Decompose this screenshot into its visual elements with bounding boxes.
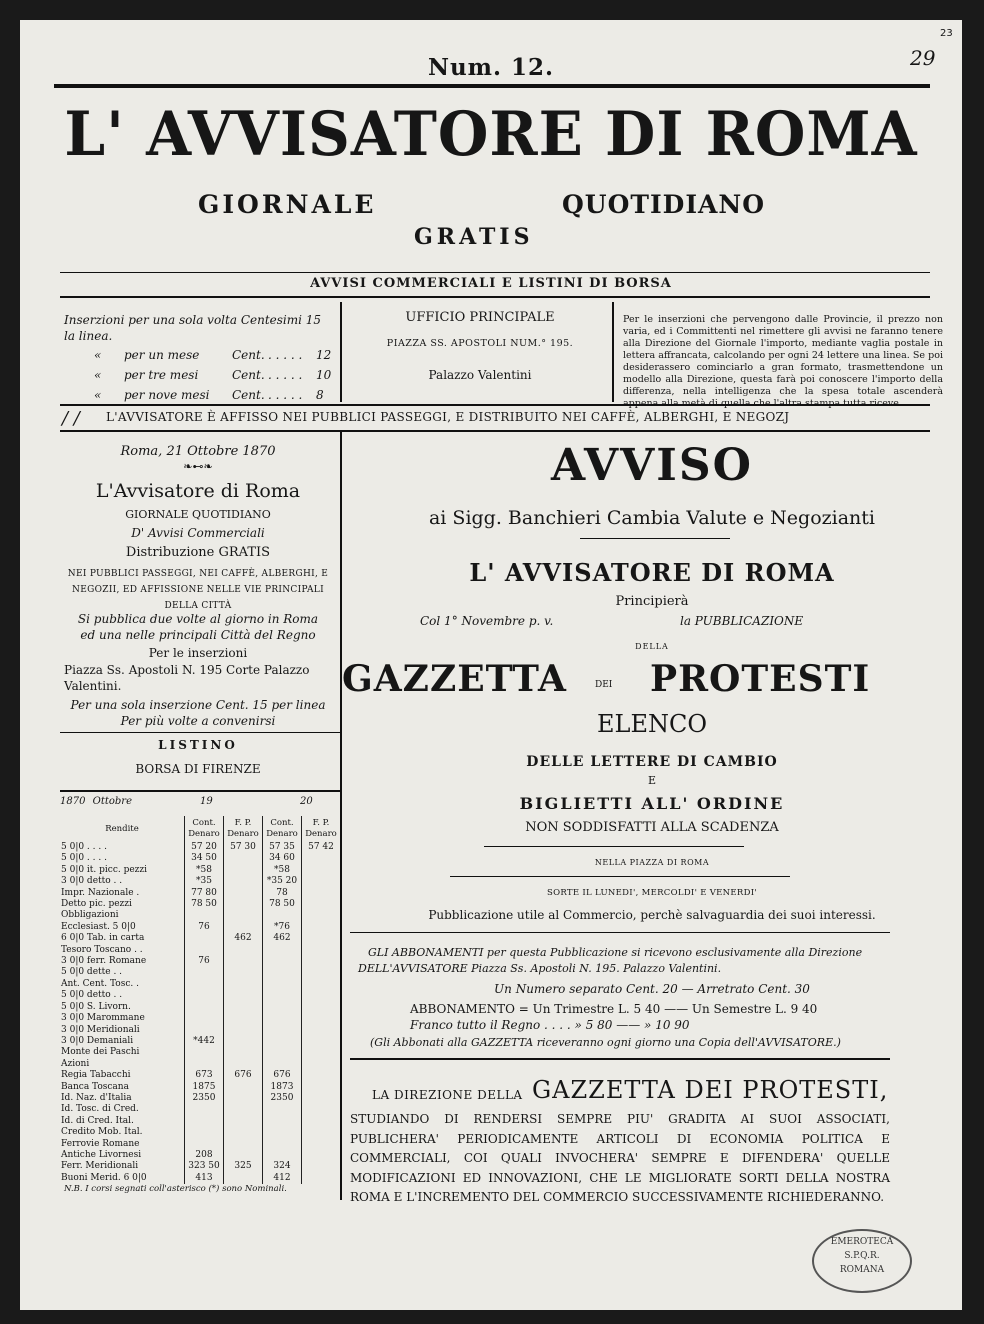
gazzetta-right: PROTESTI	[650, 658, 871, 700]
masthead-title: L' AVVISATORE DI ROMA	[64, 98, 918, 170]
listino-value	[224, 1139, 263, 1150]
listino-value	[302, 956, 341, 967]
listino-value	[302, 1002, 341, 1013]
listino-row	[60, 1070, 340, 1081]
listino-security: 3 0|0 Demaniali	[61, 1035, 134, 1046]
listino-value	[302, 1059, 341, 1070]
listino-security: 5 0|0 . . . .	[61, 853, 107, 864]
la-pubblicazione: la PUBBLICAZIONE	[680, 614, 804, 628]
listino-security: Buoni Merid. 6 0|0	[61, 1172, 147, 1183]
listino-dates	[60, 796, 340, 807]
listino-value	[263, 979, 302, 990]
rule-subhead-top	[60, 272, 930, 273]
listino-value	[185, 990, 224, 1001]
listino-value	[263, 956, 302, 967]
listino-value: 676	[263, 1070, 302, 1081]
listino-value	[263, 1036, 302, 1047]
listino-row	[60, 842, 340, 853]
provinces-note: Per le inserzioni che pervengono dalle Provincie, il prezzo non varia, ed i Committenti nel rimettere gli avvisi ne faranno tenere alla Direzione del Giornale l'importo, mediante vaglia postale in lettera affrancata, calcolando per ogni 24 lettere una linea. Se poi desiderassero cominciarlo a gran formato, trasmettendone un modello alla Direzione, questa farà poi conoscere l'importo della differenza, nella intelligenza che la spesa totale ascenderà	[623, 314, 943, 397]
listino-value	[302, 933, 341, 944]
rule-short-3	[450, 876, 790, 877]
listino-value	[263, 1059, 302, 1070]
listino-value	[185, 1047, 224, 1058]
listino-value	[224, 853, 263, 864]
listino-value	[302, 967, 341, 978]
listino-value: *76	[263, 922, 302, 933]
listino-value	[224, 1002, 263, 1013]
listino-value: 673	[185, 1070, 224, 1081]
listino-row	[60, 1059, 340, 1070]
closing-paragraph: STUDIANDO DI RENDERSI SEMPRE PIU' GRADITA AI SUOI ASSOCIATI, PUBLICHERA' PERIODICAMENTE ARTICOLI DI ECONOMIA POLITICA E COMMERCIALI, COI QUALI INVOCHERA' SEMPRE E DIFENDERA' QUELLE MODIFICAZIONI ED INNOVAZIONI, CHE LE MIGLIORATE SORTI DELLA NOSTRA ROMA E L'INCREMENTO DEL COMMERCIO SUCCESSIVAMENTE RICHIEDERANNO.	[350, 1112, 890, 1204]
listino-row	[60, 1139, 340, 1150]
listino-value	[302, 1161, 341, 1172]
listino-row	[60, 1116, 340, 1127]
listino-security: Id. di Cred. Ital.	[61, 1115, 134, 1126]
col-fp-1: F. P. Denaro	[224, 816, 263, 842]
listino-value	[185, 1127, 224, 1138]
listino-security: Regia Tabacchi	[61, 1070, 131, 1081]
listino-value: 2350	[185, 1093, 224, 1104]
office-title: UFFICIO PRINCIPALE	[405, 310, 555, 325]
listino-value	[224, 945, 263, 956]
insertion-dots: . . . . .	[268, 388, 303, 402]
listino-value	[185, 1002, 224, 1013]
listino-security: Ferr. Meridionali	[61, 1161, 139, 1172]
listino-value	[302, 899, 341, 910]
biglietti-all-ordine: BIGLIETTI ALL' ORDINE	[519, 794, 785, 813]
gazzetta-dei: DEI	[595, 680, 613, 690]
listino-value	[224, 888, 263, 899]
franco-regno: Franco tutto il Regno . . . . » 5 80 —— » 10 90	[410, 1018, 690, 1032]
rule-listino-header	[60, 790, 340, 792]
listino-row	[60, 1104, 340, 1115]
listino-row	[60, 910, 340, 921]
listino-value: 462	[263, 933, 302, 944]
col-cont-1: Cont. Denaro	[185, 816, 224, 842]
listino-row	[60, 945, 340, 956]
listino-security: Credito Mob. Ital.	[61, 1127, 143, 1138]
listino-value	[185, 1013, 224, 1024]
listino-table	[60, 816, 340, 1184]
rule-subhead-bottom	[60, 296, 930, 298]
listino-value	[263, 990, 302, 1001]
listino-value	[263, 1150, 302, 1161]
listino-row	[60, 979, 340, 990]
listino-value	[224, 1082, 263, 1093]
insertion-title: Inserzioni per una sola volta Centesimi 15 la linea.	[64, 313, 322, 343]
listino-value	[263, 945, 302, 956]
listino-security: 5 0|0 . . . .	[61, 842, 107, 852]
listino-value	[224, 1116, 263, 1127]
listino-value: 412	[263, 1173, 302, 1184]
listino-value: 57 42	[302, 842, 341, 853]
listino-value	[224, 1127, 263, 1138]
listino-value: *58	[185, 865, 224, 876]
office-palace: Palazzo Valentini	[428, 368, 532, 382]
listino-value	[263, 1002, 302, 1013]
listino-value	[302, 945, 341, 956]
left-date: Roma, 21 Ottobre 1870	[120, 444, 276, 459]
insertion-mark: «	[94, 368, 102, 382]
direzione-lead: LA DIREZIONE DELLA	[372, 1088, 523, 1102]
elenco: ELENCO	[596, 710, 707, 738]
listino-row	[60, 853, 340, 864]
listino-value: 325	[224, 1161, 263, 1172]
listino-security: Ant. Cent. Tosc. .	[61, 978, 139, 989]
listino-value	[185, 1116, 224, 1127]
listino-value: 676	[224, 1070, 263, 1081]
listino-security: Detto pic. pezzi	[61, 899, 132, 910]
insertion-dots: . . . . .	[268, 368, 303, 382]
divider-office-right	[612, 302, 614, 402]
stamp-line-2: S.P.Q.R.	[844, 1251, 880, 1261]
rule-abbonamenti-top	[350, 932, 890, 933]
masthead-quotidiano: QUOTIDIANO	[562, 190, 766, 219]
listino-value	[224, 1104, 263, 1115]
abbonamenti-line-2: DELL'AVVISATORE Piazza Ss. Apostoli N. 195. Palazzo Valentini.	[358, 962, 722, 975]
listino-value	[185, 967, 224, 978]
listino-value: 462	[224, 933, 263, 944]
listino-month: Ottobre	[92, 796, 132, 807]
insertion-currency: Cent.	[232, 388, 265, 402]
stamp-line-3: ROMANA	[839, 1265, 885, 1275]
masthead-gratis: GRATIS	[414, 224, 534, 250]
numero-separato: Un Numero separato Cent. 20 — Arretrato Cent. 30	[494, 982, 810, 996]
listino-value	[263, 967, 302, 978]
listino-value: 1873	[263, 1082, 302, 1093]
listino-value	[224, 1150, 263, 1161]
listino-value	[302, 888, 341, 899]
insertion-mark: «	[94, 388, 102, 402]
lettere-di-cambio: DELLE LETTERE DI CAMBIO	[526, 754, 778, 770]
listino-row	[60, 1127, 340, 1138]
insertion-price: 12	[316, 348, 332, 362]
masthead-subtitle: AVVISI COMMERCIALI E LISTINI DI BORSA	[310, 276, 672, 291]
listino-value	[224, 876, 263, 887]
direzione-gazzetta: GAZZETTA DEI PROTESTI,	[532, 1076, 889, 1104]
listino-value	[263, 1013, 302, 1024]
listino-value: 34 50	[185, 853, 224, 864]
listino-security: Id. Tosc. di Cred.	[61, 1104, 139, 1115]
insertion-label: per un mese	[124, 348, 200, 362]
col-rendite: Rendite	[105, 823, 139, 834]
sorte-giorni: SORTE IL LUNEDI', MERCOLDI' E VENERDI'	[546, 888, 758, 898]
rule-affisso-top	[60, 404, 930, 406]
listino-value	[224, 1093, 263, 1104]
listino-security: 3 0|0 ferr. Romane	[61, 956, 147, 967]
listino-value	[302, 1104, 341, 1115]
insertion-currency: Cent.	[232, 348, 265, 362]
listino-value	[302, 1150, 341, 1161]
listino-value	[263, 1127, 302, 1138]
insertion-label: per tre mesi	[124, 368, 199, 382]
listino-value: 78	[263, 888, 302, 899]
listino-value: 323 50	[185, 1161, 224, 1172]
listino-value	[302, 1139, 341, 1150]
listino-row	[60, 956, 340, 967]
listino-value	[224, 865, 263, 876]
listino-security: Impr. Nazionale .	[61, 887, 140, 898]
listino-year: 1870	[60, 796, 86, 807]
listino-row	[60, 933, 340, 944]
listino-row	[60, 865, 340, 876]
listino-security: 3 0|0 detto . .	[61, 876, 123, 887]
newspaper-page	[20, 20, 962, 1310]
archive-stamp	[812, 1229, 912, 1293]
gazzetta-left: GAZZETTA	[342, 658, 567, 700]
listino-value: 77 80	[185, 888, 224, 899]
listino-row	[60, 1036, 340, 1047]
insertion-currency: Cent.	[232, 368, 265, 382]
listino-value	[224, 922, 263, 933]
listino-value	[302, 865, 341, 876]
affisso-line: L'AVVISATORE È AFFISSO NEI PUBBLICI PASSEGGI, E DISTRIBUITO NEI CAFFÈ, ALBERGHI, E NEGOZJ	[106, 410, 790, 424]
listino-value	[302, 1025, 341, 1036]
listino-value: 57 35	[263, 842, 302, 853]
rule-short-2	[484, 846, 744, 847]
left-piu: Per più volte a convenirsi	[120, 714, 276, 728]
listino-security: 5 0|0 it. picc. pezzi	[61, 864, 148, 875]
rule-affisso-bottom	[60, 430, 930, 432]
conjunction-e: E	[647, 774, 657, 787]
top-rule	[54, 84, 930, 88]
listino-value: 208	[185, 1150, 224, 1161]
left-places: NEI PUBBLICI PASSEGGI, NEI CAFFÈ, ALBERGHI, E NEGOZII, ED AFFISSIONE NELLE VIE PRINCIPALI DELLA CITTÀ	[67, 569, 329, 611]
listino-value	[302, 1036, 341, 1047]
listino-value	[224, 1173, 263, 1184]
listino-security: Ecclesiast. 5 0|0	[61, 921, 136, 932]
rule-direzione-top	[350, 1058, 890, 1060]
listino-day-2: 20	[300, 796, 313, 807]
listino-value	[224, 1047, 263, 1058]
listino-note: N.B. I corsi segnati coll'asterisco (*) sono Nominali.	[64, 1184, 287, 1194]
listino-value: *442	[185, 1036, 224, 1047]
listino-value	[263, 1104, 302, 1115]
listino-value	[302, 922, 341, 933]
listino-value	[185, 933, 224, 944]
listino-row	[60, 1150, 340, 1161]
listino-value: 76	[185, 922, 224, 933]
listino-value	[302, 1047, 341, 1058]
listino-value	[302, 1127, 341, 1138]
listino-row	[60, 967, 340, 978]
listino-value	[224, 967, 263, 978]
listino-value: *58	[263, 865, 302, 876]
listino-value	[185, 1025, 224, 1036]
listino-security: Monte dei Paschi	[61, 1047, 140, 1058]
listino-security: 3 0|0 Meridionali	[61, 1024, 140, 1035]
left-address: Piazza Ss. Apostoli N. 195 Corte Palazzo Valentini.	[64, 663, 310, 693]
listino-value	[224, 899, 263, 910]
listino-security: 3 0|0 Marommane	[61, 1013, 145, 1024]
listino-value	[185, 910, 224, 921]
listino-value	[185, 1059, 224, 1070]
listino-security: 6 0|0 Tab. in carta	[61, 933, 145, 944]
listino-security: Azioni	[61, 1058, 90, 1069]
listino-value: 57 20	[185, 842, 224, 853]
listino-value	[302, 1082, 341, 1093]
listino-value: 1875	[185, 1082, 224, 1093]
listino-value: *35 20	[263, 876, 302, 887]
listino-value	[224, 1036, 263, 1047]
listino-security: Id. Naz. d'Italia	[61, 1092, 132, 1103]
listino-value	[263, 1047, 302, 1058]
listino-value	[224, 1013, 263, 1024]
issue-number: Num. 12.	[427, 54, 555, 81]
col-fp-2: F. P. Denaro	[302, 816, 341, 842]
listino-row	[60, 990, 340, 1001]
listino-security: 5 0|0 S. Livorn.	[61, 1001, 131, 1012]
listino-value	[224, 979, 263, 990]
listino-value	[224, 910, 263, 921]
abbonamento-prices: ABBONAMENTO = Un Trimestre L. 5 40 —— Un Semestre L. 9 40	[410, 1002, 818, 1016]
della: DELLA	[635, 642, 669, 651]
listino-value	[302, 1070, 341, 1081]
listino-row	[60, 888, 340, 899]
insertion-price: 10	[316, 368, 332, 382]
stamp-line-1: EMEROTECA	[830, 1237, 894, 1247]
col-novembre: Col 1° Novembre p. v.	[420, 614, 554, 628]
office-address: PIAZZA SS. APOSTOLI NUM.° 195.	[386, 338, 574, 349]
listino-day-1: 19	[200, 796, 213, 807]
listino-value: *35	[185, 876, 224, 887]
listino-value: 324	[263, 1161, 302, 1172]
listino-value	[263, 1025, 302, 1036]
listino-sub: BORSA DI FIRENZE	[135, 762, 261, 776]
col-cont-2: Cont. Denaro	[263, 816, 302, 842]
handwritten-mark: / /	[62, 408, 80, 429]
insertion-mark: «	[94, 348, 102, 362]
listino-row	[60, 1082, 340, 1093]
avvisatore-heading: L' AVVISATORE DI ROMA	[469, 558, 835, 587]
listino-row	[60, 1173, 340, 1184]
listino-row	[60, 876, 340, 887]
pubblicazione-utile: Pubblicazione utile al Commercio, perchè salvaguardia dei suoi interessi.	[428, 908, 876, 922]
listino-value	[224, 990, 263, 1001]
listino-value	[185, 979, 224, 990]
listino-value	[185, 1104, 224, 1115]
left-pubblica-2: ed una nelle principali Città del Regno	[80, 628, 316, 642]
left-distribution: Distribuzione GRATIS	[125, 545, 271, 560]
insertion-dots: . . . . .	[268, 348, 303, 362]
listino-row	[60, 1047, 340, 1058]
listino-title: LISTINO	[158, 738, 238, 752]
listino-value	[263, 910, 302, 921]
listino-security: Banca Toscana	[61, 1081, 129, 1092]
left-ornament: ❧⊷❧	[183, 460, 213, 473]
left-subtitle: GIORNALE QUOTIDIANO	[125, 508, 271, 521]
left-per-inserzioni: Per le inserzioni	[148, 646, 248, 660]
listino-value: 76	[185, 956, 224, 967]
listino-value: 57 30	[224, 842, 263, 853]
left-una: Per una sola inserzione Cent. 15 per linea	[70, 698, 326, 712]
listino-security: 5 0|0 detto . .	[61, 990, 123, 1001]
left-title: L'Avvisatore di Roma	[95, 480, 301, 502]
listino-value: 34 60	[263, 853, 302, 864]
insertion-price: 8	[316, 388, 324, 402]
listino-security: Ferrovie Romane	[61, 1138, 140, 1149]
listino-security: Obbligazioni	[61, 910, 119, 921]
listino-row	[60, 1093, 340, 1104]
listino-value	[302, 1093, 341, 1104]
listino-security: 5 0|0 dette . .	[61, 967, 123, 978]
divider-office-left	[340, 302, 342, 402]
avviso-recipients: ai Sigg. Banchieri Cambia Valute e Negozianti	[428, 507, 875, 529]
listino-value	[302, 853, 341, 864]
listino-value	[302, 990, 341, 1001]
listino-value	[185, 1139, 224, 1150]
listino-value	[263, 1139, 302, 1150]
archive-number: 23	[940, 28, 953, 39]
listino-value	[263, 1116, 302, 1127]
listino-value	[185, 945, 224, 956]
insertion-label: per nove mesi	[124, 388, 210, 402]
left-pubblica-1: Si pubblica due volte al giorno in Roma	[77, 612, 319, 626]
listino-row	[60, 1013, 340, 1024]
handwritten-folio: 29	[910, 46, 936, 70]
avviso-heading: AVVISO	[551, 440, 753, 491]
listino-security: Tesoro Toscano . .	[61, 944, 143, 955]
listino-value	[302, 1173, 341, 1184]
abbonamenti-line-1: GLI ABBONAMENTI per questa Pubblicazione si ricevono esclusivamente alla Direzione	[368, 946, 863, 959]
listino-value: 2350	[263, 1093, 302, 1104]
listino-security: Antiche Livornesi	[61, 1149, 142, 1160]
rule-short-1	[580, 538, 730, 539]
listino-value: 78 50	[263, 899, 302, 910]
listino-value	[302, 910, 341, 921]
listino-value	[302, 1013, 341, 1024]
non-soddisfatti: NON SODDISFATTI ALLA SCADENZA	[525, 820, 779, 835]
listino-value	[302, 979, 341, 990]
rule-listino-top	[60, 732, 340, 733]
listino-value: 413	[185, 1173, 224, 1184]
abbonati-note: (Gli Abbonati alla GAZZETTA riceveranno ogni giorno una Copia dell'AVVISATORE.)	[370, 1036, 841, 1049]
left-avvisi: D' Avvisi Commerciali	[131, 526, 265, 540]
listino-value	[224, 956, 263, 967]
listino-value	[224, 1059, 263, 1070]
column-divider	[340, 432, 342, 1200]
nella-piazza: NELLA PIAZZA DI ROMA	[594, 858, 710, 867]
listino-value	[224, 1025, 263, 1036]
listino-row	[60, 1025, 340, 1036]
principiera: Principierà	[615, 594, 689, 609]
listino-value	[302, 1116, 341, 1127]
listino-row	[60, 899, 340, 910]
listino-value	[302, 876, 341, 887]
listino-row	[60, 1002, 340, 1013]
masthead-giornale: GIORNALE	[198, 190, 377, 219]
listino-value: 78 50	[185, 899, 224, 910]
listino-row	[60, 922, 340, 933]
listino-row	[60, 1161, 340, 1172]
